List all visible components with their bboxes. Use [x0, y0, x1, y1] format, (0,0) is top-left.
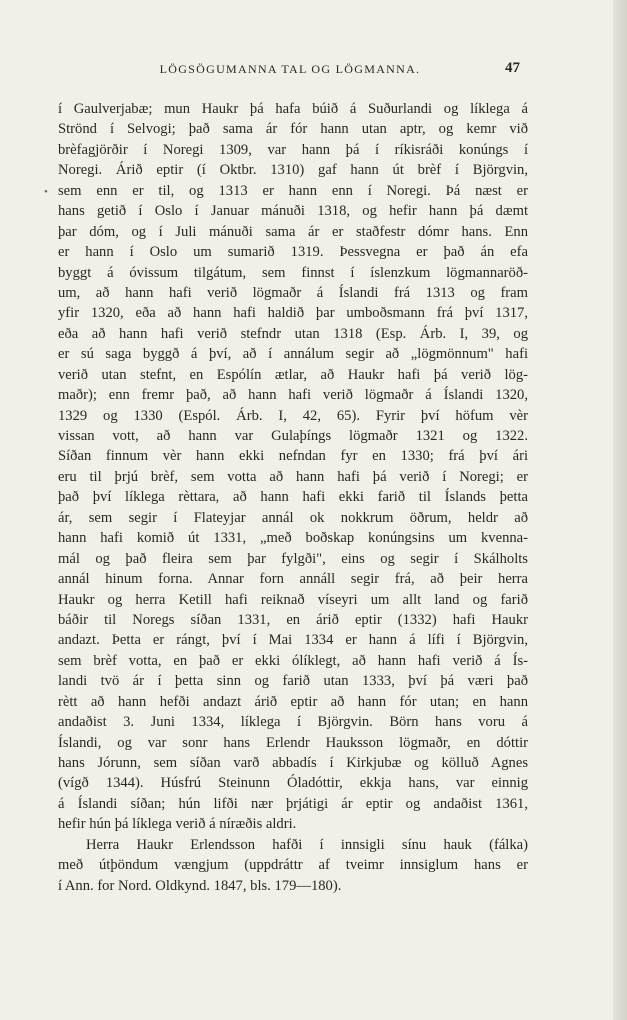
text-line: 1329 og 1330 (Espól. Árb. I, 42, 65). Fyrir því höfum vèr	[58, 407, 528, 424]
text-line: í Gaulverjabæ; mun Haukr þá hafa búið á Suðurlandi og líklega á	[58, 101, 528, 117]
text-line: um, að hann hafi verið lögmaðr á Íslandi frá 1313 og fram	[58, 284, 528, 301]
text-line: maðr); enn fremr það, að hann hafi verið lögmaðr á Íslandi 1320,	[58, 387, 528, 404]
text-line: hefir hún þá líklega verið á níræðis aldri.	[58, 816, 297, 833]
body-text	[58, 99, 528, 896]
text-line: Haukr og herra Ketill hafi reiknað víseyri um allt land og farið	[58, 591, 528, 608]
text-line: byggt á óvissum tilgátum, sem finnst í íslenzkum lögmannaröð-	[58, 264, 528, 281]
text-line: með útþöndum vængjum (uppdráttr af tveimr innsiglum hans er	[58, 857, 528, 874]
text-line: báðir til Noregs síðan 1331, en árið eptir (1332) hafi Haukr	[58, 611, 528, 628]
page-edge-shadow	[613, 0, 627, 1020]
text-line: Noregi. Árið eptir (í Oktbr. 1310) gaf hann út brèf í Björgvin,	[58, 162, 528, 179]
text-line: Strönd í Selvogi; það sama ár fór hann utan aptr, og kemr við	[58, 121, 528, 138]
text-line: í Ann. for Nord. Oldkynd. 1847, bls. 179—180).	[58, 877, 342, 894]
text-line: annál hinum forna. Annar forn annáll segir frá, að þeir herra	[58, 571, 528, 588]
text-line: mál og það fleira sem þar fylgði", eins og segir í Skálholts	[58, 550, 528, 567]
text-line: eru til þrjú brèf, sem votta að hann hafi þá verið í Noregi; er	[58, 468, 528, 485]
text-line: hans getið í Oslo í Januar mánuði 1318, og hefir hann þá dæmt	[58, 203, 528, 220]
text-line: sem brèf votta, en það er ekki ólíklegt, að hann hafi verið á Ís-	[58, 652, 528, 669]
text-line: hans Jórunn, sem síðan varð abbadís í Kirkjubæ og kölluð Agnes	[58, 755, 528, 771]
text-line: ár, sem segir í Flateyjar annál ok nokkrum öðrum, heldr að	[58, 509, 528, 526]
text-line: landi tvö ár í þetta sinn og farið utan 1333, því þá væri það	[58, 673, 528, 690]
margin-mark: •	[44, 186, 48, 198]
text-line: vissan vott, að hann var Gulaþíngs lögmaðr 1321 og 1322.	[58, 428, 528, 444]
text-line: (vígð 1344). Húsfrú Steinunn Óladóttir, ekkja hans, var einnig	[58, 775, 528, 792]
text-line: andaðist 3. Juni 1334, líklega í Björgvin. Börn hans voru á	[58, 714, 528, 731]
page-number: 47	[505, 60, 520, 76]
text-line: Síðan finnum vèr hann ekki nefndan fyr en 1330; frá því ári	[58, 448, 528, 465]
text-line: þar dóm, og í Juli mánuði sama ár er staðfestr dómr hans. Enn	[58, 223, 528, 240]
text-line: sem enn er til, og 1313 er hann enn í Noregi. Þá næst er	[58, 182, 528, 199]
text-line: verið utan stefnt, en Espólín ætlar, að Haukr hafi þá verið lög-	[58, 366, 528, 383]
text-line: á Íslandi síðan; hún lifði nær þrjátigi ár eptir og andaðist 1361,	[58, 795, 528, 812]
running-title: LÖGSÖGUMANNA TAL OG LÖGMANNA.	[159, 62, 421, 76]
text-line: Íslandi, og var sonr hans Erlendr Hauksson lögmaðr, en dóttir	[58, 734, 528, 751]
running-head	[60, 62, 520, 82]
text-line: eða að hann hafi verið stefndr utan 1318 (Esp. Árb. I, 39, og	[58, 325, 528, 342]
text-line: Herra Haukr Erlendsson hafði í innsigli sínu hauk (fálka)	[86, 836, 528, 853]
text-line: brèfagjörðir í Noregi 1309, var hann þá í ríkisráði konúngs í	[58, 141, 528, 158]
text-line: er hann í Oslo um sumarið 1319. Þessvegna er það án efa	[58, 244, 528, 261]
text-line: andazt. Þetta er rángt, því í Mai 1334 er hann á lífi í Björgvin,	[58, 632, 528, 649]
text-line: það því líklega rèttara, að hann hafi ekki farið til Íslands þetta	[58, 489, 528, 506]
text-line: hann hafi komið út 1331, „með boðskap konúngsins um kvenna-	[58, 530, 528, 547]
text-line: rètt að hann hefði andazt árið eptir að hann fór utan; en hann	[58, 693, 528, 710]
text-line: er sú saga byggð á því, að í annálum segir að „lögmönnum" hafi	[58, 346, 528, 363]
text-line: yfir 1320, eða að hann hafi haldið þar umboðsmann frá því 1317,	[58, 305, 528, 322]
